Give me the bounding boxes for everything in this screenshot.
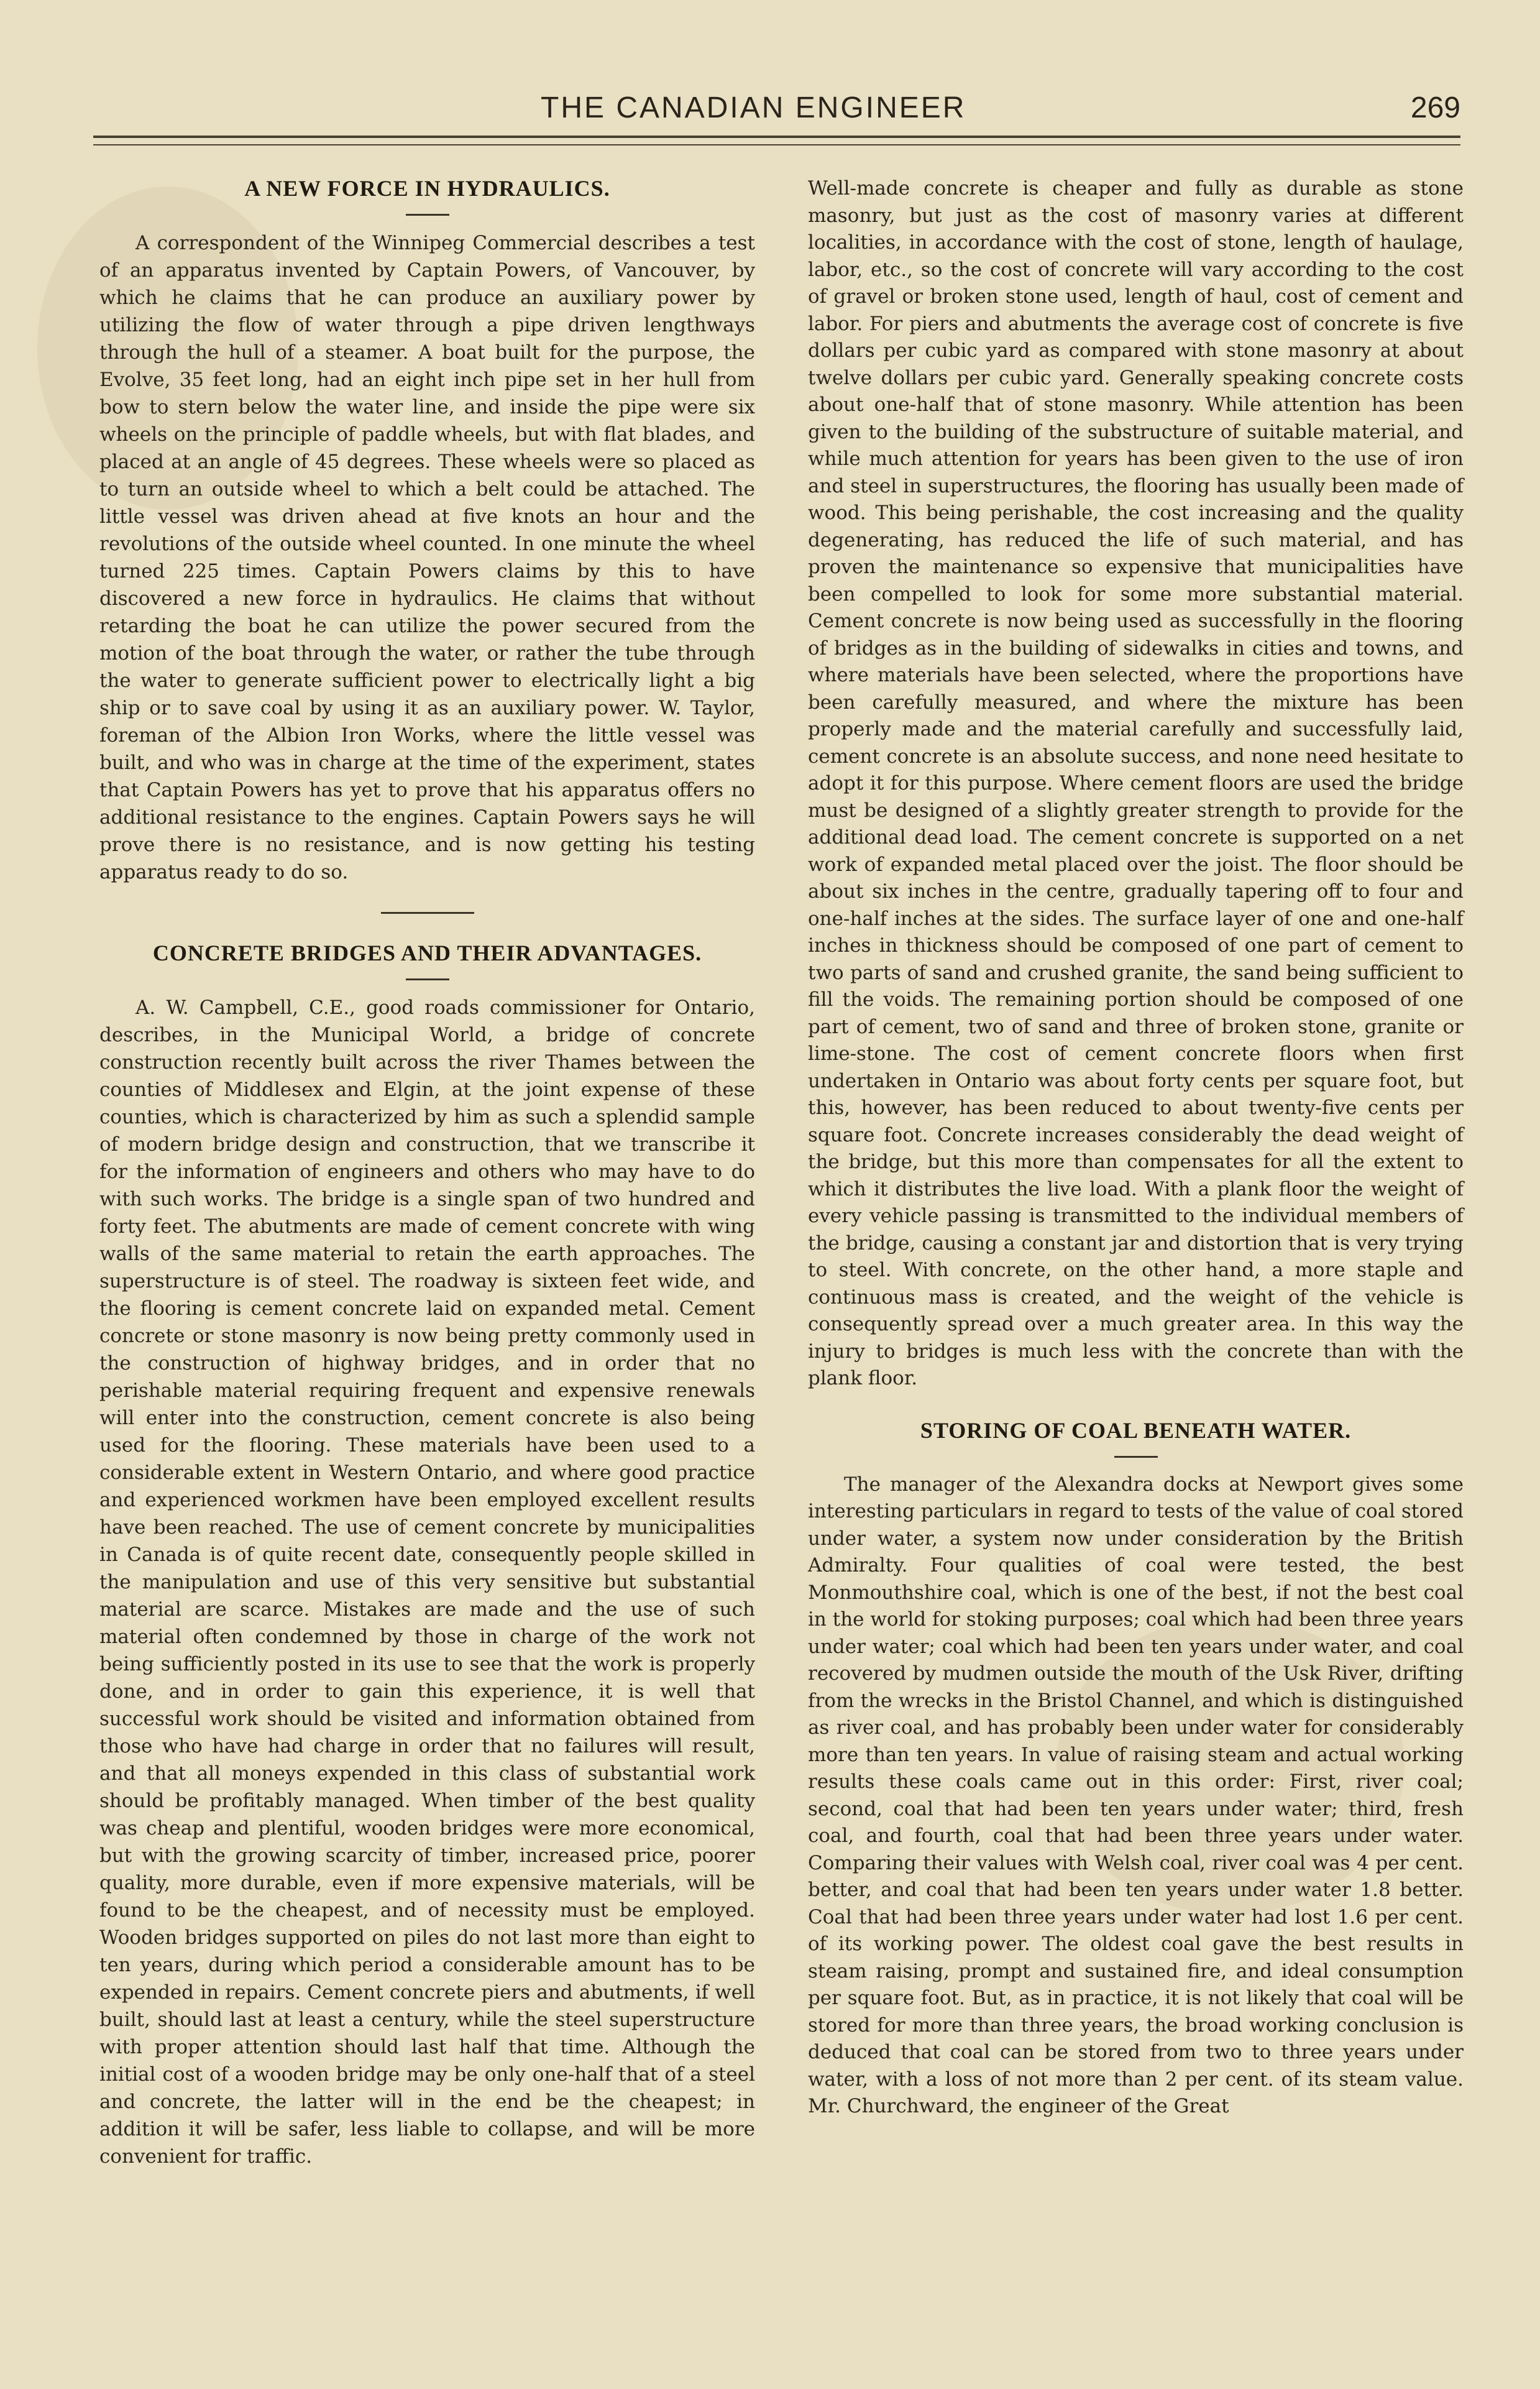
article-title: STORING OF COAL BENEATH WATER. bbox=[920, 1417, 1352, 1443]
article-body: A correspondent of the Winnipeg Commercial describes a test of an apparatus invented by Captain Powers, of Vancouver, by which he claims that he can produce an auxiliary power by utilizing the flow of water through a pipe driven lengthways through the hull of a steamer. A boat built for the purpose, the Evolve, 35 feet long, had an eight inch pipe set in her hull from bow to stern below the water line, and inside the pipe were six wheels on the principle of paddle wheels, but with flat blades, and placed at an angle of 45 degrees. These wheels were so placed as to turn an outside wheel to which a belt could be attached. The little vessel was driven ahead at five knots an hour and the revolutions of the outside wheel counted. In one minute the wheel turned 225 times. Captain Powers claims by this to have discovered a new force in hydraulics. He claims that without retarding the boat he can utilize the power secured from the motion of the boat through the water, or rather the tube through the water to generate sufficient power to electrically light a big ship or to save coal by using it as an auxiliary power. W. Taylor, foreman of the Albion Iron Works, where the little vessel was built, and who was in charge at the time of the experiment, states that Captain Powers has yet to prove that his apparatus offers no additional resistance to the engines. Captain Powers says he will prove there is no resistance, and is now getting his testing apparatus ready to do so. bbox=[99, 232, 755, 883]
article-body: A. W. Campbell, C.E., good roads commissioner for Ontario, describes, in the Municipal World, a bridge of concrete construction recently built across the river Thames between the counties of Middlesex and Elgin, at the joint expense of these counties, which is characterized by him as such a splendid sample of modern bridge design and construction, that we transcribe it for the information of engineers and others who may have to do with such works. The bridge is a single span of two hundred and forty feet. The abutments are made of cement concrete with wing walls of the same material to retain the earth approaches. The superstructure is of steel. The roadway is sixteen feet wide, and the flooring is cement concrete laid on expanded metal. Cement concrete or stone masonry is now being pretty commonly used in the construction of highway bridges, and in order that no perishable material requiring frequent and expensive renewals will enter into the construction, cement concrete is also being used for the flooring. These materials have been used to a considerable extent in Western Ontario, and where good practice and experienced workmen have been employed excellent results have been reached. The use of cement concrete by municipalities in Canada is of quite recent date, consequently people skilled in the manipulation and use of this very sensitive but substantial material are scarce. Mistakes are made and the use of such material often condemned by those in charge of the work not being sufficiently posted in its use to see that the work is properly done, and in order to gain this experience, it is well that successful work should be visited and information obtained from those who have had charge in order that no failures will result, and that all moneys expended in this class of substantial work should be profitably managed. When timber of the best quality was cheap and plentiful, wooden bridges were more economical, but with the growing scarcity of timber, increased price, poorer quality, more durable, even if more expensive materials, will be found to be the cheapest, and of necessity must be employed. Wooden bridges supported on piles do not last more than eight to ten years, during which period a considerable amount has to be expended in repairs. Cement concrete piers and abutments, if well built, should last at least a century, while the steel superstructure with proper attention should last half that time. Although the initial cost of a wooden bridge may be only one-half that of a steel and concrete, the latter will in the end be the cheapest; in addition it will be safer, less liable to collapse, and will be more convenient for traffic. bbox=[99, 997, 755, 2168]
title-dash bbox=[406, 214, 449, 216]
title-dash bbox=[1114, 1456, 1158, 1458]
running-header bbox=[93, 87, 1460, 131]
title-dash bbox=[406, 978, 449, 980]
header-rule-thin bbox=[93, 144, 1460, 145]
header-rule bbox=[93, 136, 1460, 138]
left-column bbox=[99, 175, 755, 2170]
right-column bbox=[808, 175, 1464, 2120]
article-title: A NEW FORCE IN HYDRAULICS. bbox=[244, 176, 610, 201]
article-body-continued: Well-made concrete is cheaper and fully as durable as stone masonry, but just as the cost of masonry varies at different localities, in accordance with the cost of stone, length of haulage, labor, etc., so the cost of concrete will vary according to the cost of gravel or broken stone used, length of haul, cost of cement and labor. For piers and abutments the average cost of concrete is five dollars per cubic yard as compared with stone masonry at about twelve dollars per cubic yard. Generally speaking concrete costs about one-half that of stone masonry. While attention has been given to the building of the substructure of suitable material, and while much attention for years has been given to the use of iron and steel in superstructures, the flooring has usually been made of wood. This being perishable, the cost increasing and the quality degenerating, has reduced the life of such material, and has proven the maintenance so expensive that municipalities have been compelled to look for some more substantial material. Cement concrete is now being used as successfully in the flooring of bridges as in the building of sidewalks in cities and towns, and where materials have been selected, where the proportions have been carefully measured, and where the mixture has been properly made and the material carefully and successfully laid, cement concrete is an absolute success, and none need hesitate to adopt it for this purpose. Where cement floors are used the bridge must be designed of a slightly greater strength to provide for the additional dead load. The cement concrete is supported on a net work of expanded metal placed over the joist. The floor should be about six inches in the centre, gradually tapering off to four and one-half inches at the sides. The surface layer of one and one-half inches in thickness should be composed of one part of cement to two parts of sand and crushed granite, the sand being sufficient to fill the voids. The remaining portion should be composed of one part of cement, two of sand and three of broken stone, granite or lime-stone. The cost of cement concrete floors when first undertaken in Ontario was about forty cents per square foot, but this, however, has been reduced to about twenty-five cents per square foot. Concrete increases considerably the dead weight of the bridge, but this more than compensates for all the extent to which it distributes the live load. With a plank floor the weight of every vehicle passing is transmitted to the individual members of the bridge, causing a constant jar and distortion that is very trying to steel. With concrete, on the other hand, a more staple and continuous mass is created, and the weight of the vehicle is consequently spread over a much greater area. In this way the injury to bridges is much less with the concrete than with the plank floor. bbox=[808, 177, 1464, 1389]
article-title: CONCRETE BRIDGES AND THEIR ADVANTAGES. bbox=[152, 941, 702, 965]
journal-title: THE CANADIAN ENGINEER bbox=[541, 91, 966, 124]
article-body: The manager of the Alexandra docks at Newport gives some interesting particulars in regard to tests of the value of coal stored under water, a system now under consideration by the British Admiralty. Four qualities of coal were tested, the best Monmouthshire coal, which is one of the best, if not the best coal in the world for stoking purposes; coal which had been three years under water; coal which had been ten years under water, and coal recovered by mudmen outside the mouth of the Usk River, drifting from the wrecks in the Bristol Channel, and which is distinguished as river coal, and has probably been under water for considerably more than ten years. In value of raising steam and actual working results these coals came out in this order: First, river coal; second, coal that had been ten years under water; third, fresh coal, and fourth, coal that had been three years under water. Comparing their values with Welsh coal, river coal was 4 per cent. better, and coal that had been ten years under water 1.8 better. Coal that had been three years under water had lost 1.6 per cent. of its working power. The oldest coal gave the best results in steam raising, prompt and sustained fire, and ideal consumption per square foot. But, as in practice, it is not likely that coal will be stored for more than three years, the broad working conclusion is deduced that coal can be stored from two to three years under water, with a loss of not more than 2 per cent. of its steam value. Mr. Churchward, the engineer of the Great bbox=[808, 1473, 1464, 2117]
article-separator bbox=[381, 912, 474, 914]
page-number: 269 bbox=[1410, 91, 1460, 124]
